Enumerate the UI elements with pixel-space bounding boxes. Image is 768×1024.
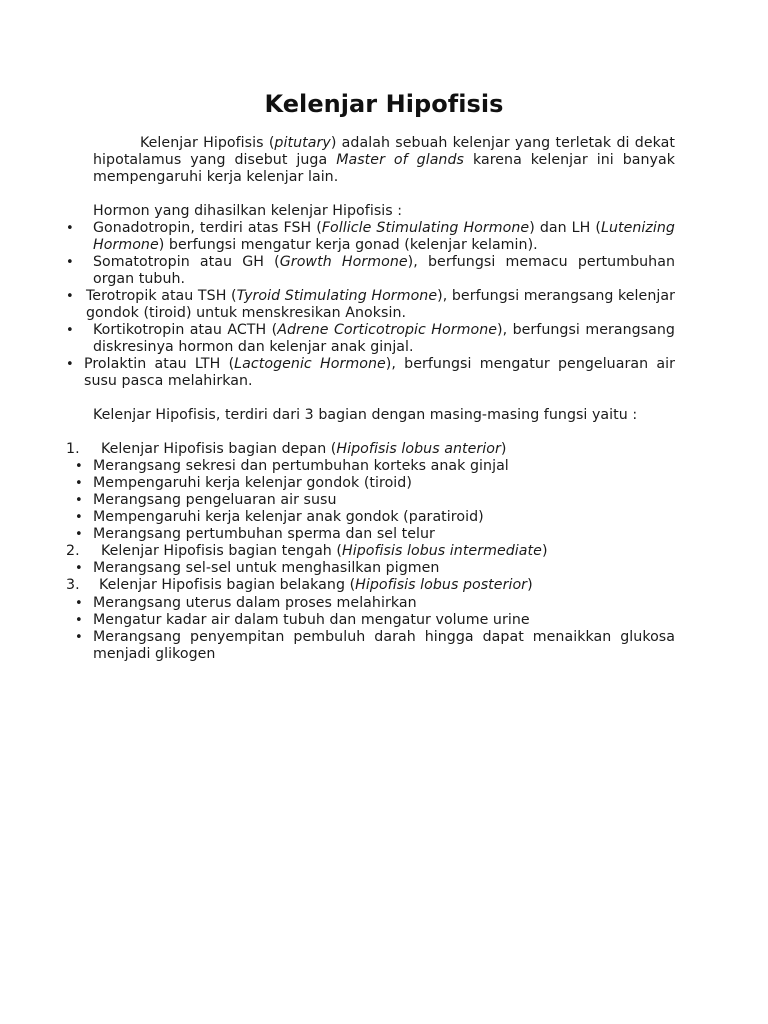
bullet-icon: •: [66, 289, 74, 304]
bullet-icon: •: [66, 357, 74, 372]
hormone-item: [93, 220, 675, 254]
function-item: Merangsang sekresi dan pertumbuhan korteks anak ginjal: [93, 458, 509, 474]
intro-term: pitutary: [274, 135, 331, 151]
part-label-text: Kelenjar Hipofisis bagian belakang (: [99, 577, 356, 593]
hormone-item: [93, 254, 675, 288]
bullet-icon: •: [66, 255, 74, 270]
hormone-term: Lutenizing Hormone: [93, 220, 675, 253]
part-label-text: Kelenjar Hipofisis bagian depan (: [101, 441, 337, 457]
function-item: Merangsang pengeluaran air susu: [93, 492, 337, 508]
bullet-icon: •: [75, 476, 83, 491]
hormone-text: ) berfungsi mengatur kerja gonad (kelenjar kelamin).: [158, 237, 538, 253]
function-item: Merangsang uterus dalam proses melahirkan: [93, 595, 417, 611]
part-label: [101, 543, 675, 560]
bullet-icon: •: [75, 613, 83, 628]
hormone-text: ), berfungsi merangsang kelenjar gondok (tiroid) untuk menskresikan Anoksin.: [86, 288, 675, 321]
function-item: Mengatur kadar air dalam tubuh dan mengatur volume urine: [93, 612, 530, 628]
function-item: Merangsang penyempitan pembuluh darah hingga dapat menaikkan glukosa menjadi glikogen: [93, 629, 675, 662]
part-number: 3.: [66, 577, 80, 593]
part-number: 1.: [66, 441, 80, 457]
bullet-icon: •: [75, 527, 83, 542]
intro-term: Master of glands: [336, 152, 464, 168]
hormone-item: [93, 322, 675, 356]
bullet-icon: •: [75, 596, 83, 611]
function-item: Merangsang sel-sel untuk menghasilkan pigmen: [93, 560, 440, 576]
hormone-text: ), berfungsi mengatur pengeluaran air susu pasca melahirkan.: [84, 356, 675, 389]
hormone-item: [84, 356, 675, 390]
part-label-term: Hipofisis lobus posterior: [355, 577, 528, 593]
hormone-term: Lactogenic Hormone: [234, 356, 386, 372]
intro-text: ) adalah sebuah kelenjar yang terletak di dekat hipotalamus yang disebut juga: [93, 135, 676, 168]
part-label: [101, 441, 675, 458]
page-title: Kelenjar Hipofisis: [264, 90, 504, 118]
function-item: Merangsang pertumbuhan sperma dan sel telur: [93, 526, 435, 542]
hormone-text: Somatotropin atau GH (: [93, 254, 280, 270]
function-item: Mempengaruhi kerja kelenjar gondok (tiroid): [93, 475, 412, 491]
part-label-text: ): [500, 441, 507, 457]
intro-text: karena kelenjar ini banyak mempengaruhi kerja kelenjar lain.: [93, 152, 675, 185]
part-label-text: Kelenjar Hipofisis bagian tengah (: [101, 543, 342, 559]
bullet-icon: •: [66, 221, 74, 236]
bullet-icon: •: [75, 459, 83, 474]
hormone-text: ), berfungsi merangsang diskresinya hormon dan kelenjar anak ginjal.: [93, 322, 675, 355]
hormone-term: Follicle Stimulating Hormone: [321, 220, 530, 236]
hormone-text: Prolaktin atau LTH (: [84, 356, 235, 372]
bullet-icon: •: [75, 510, 83, 525]
hormone-text: ) dan LH (: [529, 220, 601, 236]
hormone-term: Growth Hormone: [279, 254, 408, 270]
part-label-text: ): [541, 543, 548, 559]
parts-heading: Kelenjar Hipofisis, terdiri dari 3 bagian dengan masing-masing fungsi yaitu :: [93, 407, 638, 423]
hormone-text: Kortikotropin atau ACTH (: [93, 322, 278, 338]
bullet-icon: •: [66, 323, 74, 338]
intro-paragraph: [93, 135, 675, 186]
part-number: 2.: [66, 543, 80, 559]
bullet-icon: •: [75, 493, 83, 508]
part-label-term: Hipofisis lobus intermediate: [342, 543, 542, 559]
hormones-heading: Hormon yang dihasilkan kelenjar Hipofisis :: [93, 203, 403, 219]
function-item: Mempengaruhi kerja kelenjar anak gondok (paratiroid): [93, 509, 484, 525]
hormone-text: ), berfungsi memacu pertumbuhan organ tubuh.: [93, 254, 676, 287]
hormone-item: [86, 288, 675, 322]
part-label-text: ): [527, 577, 533, 593]
bullet-icon: •: [75, 630, 83, 645]
bullet-icon: •: [75, 561, 83, 576]
hormone-term: Tyroid Stimulating Hormone: [236, 288, 438, 304]
hormone-text: Terotropik atau TSH (: [86, 288, 237, 304]
intro-text: Kelenjar Hipofisis (: [140, 135, 275, 151]
part-label-term: Hipofisis lobus anterior: [336, 441, 501, 457]
hormone-term: Adrene Corticotropic Hormone: [277, 322, 498, 338]
part-label: [99, 577, 675, 594]
hormone-text: Gonadotropin, terdiri atas FSH (: [93, 220, 322, 236]
